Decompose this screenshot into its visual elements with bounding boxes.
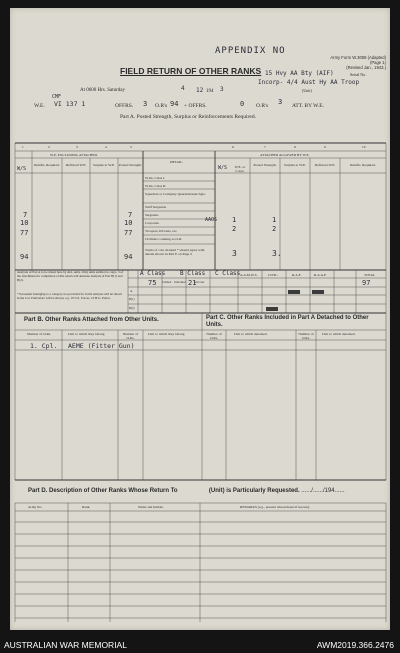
cpls-left-value: 10 xyxy=(20,219,29,227)
part-a-title: Part A. Posted Strength, Surplus or Reinforcements Required. xyxy=(120,114,256,120)
form-reference xyxy=(310,55,386,70)
form-title: FIELD RETURN OF OTHER RANKS xyxy=(120,66,262,76)
col-header-deficient-right: Deficient W.E. xyxy=(314,163,336,167)
tpr-left-value: 77 xyxy=(20,229,29,237)
margin-note: W/S xyxy=(17,166,27,172)
part-b-entry-unit: AEME (Fitter Gun) xyxy=(68,342,135,350)
caption-left: AUSTRALIAN WAR MEMORIAL xyxy=(4,640,127,650)
analysis-sub: Trained xyxy=(162,280,172,284)
plus-offrs-value: 0 xyxy=(240,100,245,108)
detail-row-label: Corporals xyxy=(145,221,159,225)
part-d-header: Rank. xyxy=(82,505,91,509)
col-number: 10 xyxy=(362,145,366,149)
col-number: 7 xyxy=(264,145,266,149)
analysis-sub: Untrained xyxy=(174,280,186,284)
part-c-header: Unit to which detached. xyxy=(234,332,268,336)
col-number: 2 xyxy=(48,145,50,149)
analysis-b-value: 21 xyxy=(188,279,197,287)
detail-row-label: Totals of cols. marked * should agree with details shown in Part E on Page 2 xyxy=(145,248,205,256)
cmf-note: CMF xyxy=(52,94,62,100)
analysis-row-label: B(1) xyxy=(129,297,135,301)
col-header-surplus: Surplus to W.E. xyxy=(93,163,115,167)
analysis-a-value: 75 xyxy=(148,279,157,287)
col-header-reinfts: Reinfts. Required. xyxy=(34,163,60,167)
col-header-surplus-right: Surplus to W.E. xyxy=(284,163,306,167)
redaction-mark xyxy=(266,307,278,311)
form-ref-line: Army Form W.3008 (Adapted) xyxy=(330,55,386,60)
plus-ors-label: O.R's xyxy=(256,103,269,109)
redaction-mark xyxy=(312,290,324,294)
we-label: W.E. xyxy=(34,103,45,109)
total-left-value: 94 xyxy=(20,253,29,261)
col-number: 9 xyxy=(324,145,326,149)
analysis-footnote: * Personnel belonging to a category not provided for in the analysis will be shown in the Col. Particulars will be shown, e.g. 10 U.S. Forces, 10 H.G. Police. xyxy=(17,292,122,300)
col-number: 5 xyxy=(130,145,132,149)
we-excluding-attached: W.E. EXCLUDING ATTACHED. xyxy=(50,153,98,157)
analysis-a-class: A Class xyxy=(140,270,166,277)
part-d-title-prefix: Part D. Description of Other Ranks Whose Return To xyxy=(28,488,178,494)
analysis-sub: and over xyxy=(194,280,205,284)
part-b-header: Unit to which they belong xyxy=(148,332,185,336)
part-b-header: Number of O.Rs. xyxy=(122,332,139,340)
tpr-posted-value: 77 xyxy=(124,229,133,237)
analysis-total-value: 97 xyxy=(362,279,371,287)
we-corps-note: W/S xyxy=(218,165,228,171)
ors-label: O.R's xyxy=(155,103,168,109)
caption-right: AWM2019.366.2476 xyxy=(316,640,394,650)
part-d-header: Army No. xyxy=(28,505,43,509)
detail-row-label: Squadron or Company Quartermaster-Sgts. xyxy=(145,192,206,196)
date-year-digit: 3 xyxy=(220,86,224,93)
detail-row-label: W.Os. Class I. xyxy=(145,176,165,180)
analysis-b-class: B Class xyxy=(180,270,206,277)
analysis-aamws: A.A.M.W.S. xyxy=(240,273,258,277)
plus-offrs-label: + OFFRS. xyxy=(184,103,207,109)
part-d-title-date: ....../....../194...... xyxy=(301,488,345,494)
part-c-header: Number of O.Rs. xyxy=(206,332,222,340)
field-return-form xyxy=(10,8,390,630)
analysis-raf: R.A.F. xyxy=(292,273,302,277)
col-header-reinfts-right: Reinfts. Required. xyxy=(350,163,376,167)
analysis-total: TOTAL xyxy=(364,273,376,277)
corps-aaos-label: AAOS xyxy=(205,217,218,223)
col-header-posted-right: Posted Strength. xyxy=(253,163,277,167)
col-header-deficient: Deficient W.E. xyxy=(65,163,87,167)
col-number: 1 xyxy=(22,145,24,149)
total-posted-value: 94 xyxy=(124,253,133,261)
part-d-title xyxy=(28,488,345,494)
analysis-c-class: C Class xyxy=(215,270,241,277)
analysis-row-label: A xyxy=(130,289,133,293)
time-line xyxy=(80,88,125,93)
part-b-entry-number: 1. Cpl. xyxy=(30,342,58,350)
serial-no-label: Serial No. xyxy=(350,72,367,77)
part-d-header: Name and Initials. xyxy=(138,505,164,509)
detail-row-label: Civilians counting as O.R. xyxy=(145,237,183,241)
corps-total-posted: 3. xyxy=(272,249,282,258)
offrs-value: 3 xyxy=(143,100,148,108)
corps-aaos-value: 1 xyxy=(232,216,237,224)
appendix-annotation: APPENDIX NO xyxy=(215,46,286,56)
detail-header: DETAIL. xyxy=(170,160,184,164)
col-header-we-corps: W.E. or Corps. xyxy=(234,165,246,173)
col-number: 6 xyxy=(232,145,234,149)
analysis-civil: CIVIL. xyxy=(268,273,279,277)
part-d-title-unit: (Unit) is Particularly Requested. xyxy=(208,488,300,494)
date-year-prefix: 194 xyxy=(206,89,214,94)
unit-line-2: Incorp- 4/4 Aust Hy AA Troop xyxy=(258,79,360,86)
part-b-header: Number of O.Rs. xyxy=(26,332,52,336)
corps-aaos-posted: 1 xyxy=(272,216,277,224)
col-number: 3 xyxy=(76,145,78,149)
detail-row-label: Troopers, Privates, etc. xyxy=(145,229,178,233)
unit-line-1: 15 Hvy AA Bty (AIF) xyxy=(265,70,334,77)
attached-allowed: ATTACHED ALLOWED BY W.E. xyxy=(260,153,310,157)
part-c-title: Part C. Other Ranks Included in Part A Detached to Other Units. xyxy=(206,315,369,328)
detail-row-label: W.Os. Class II. xyxy=(145,184,167,188)
corps-tpr-value: 2 xyxy=(232,225,237,233)
part-b-header: Unit to which they belong xyxy=(68,332,105,336)
att-by-we-label: ATT. BY W.E. xyxy=(292,103,324,109)
hrs-text: At 0600 Hrs. Saturday xyxy=(80,88,125,93)
we-value: VI 137 1 xyxy=(54,100,86,108)
date-day: 4 xyxy=(181,85,185,92)
sgts-left-value: 7 xyxy=(23,211,28,219)
sgts-posted-value: 7 xyxy=(128,211,133,219)
form-ref-line: (Revised Jan., 1943.) xyxy=(346,65,386,70)
col-number: 4 xyxy=(105,145,107,149)
part-c-header: Unit to which detached. xyxy=(322,332,356,336)
offrs-label: OFFRS. xyxy=(115,103,134,109)
corps-total-value: 3 xyxy=(232,249,237,258)
detail-row-label: Sergeants xyxy=(145,213,159,217)
unit-label: (Unit) xyxy=(302,88,312,93)
analysis-raaf: R.A.A.F. xyxy=(314,273,327,277)
analysis-row-label: B(2) xyxy=(129,306,135,310)
col-number: 8 xyxy=(294,145,296,149)
detail-row-label: Staff Sergeants xyxy=(145,205,167,209)
col-header-posted: Posted Strength. xyxy=(119,163,142,167)
part-d-header: REMARKS (e.g., present whereabouts if known). xyxy=(240,505,310,509)
cpls-posted-value: 10 xyxy=(124,219,133,227)
corps-tpr-posted: 2 xyxy=(272,225,277,233)
part-c-header: Number of O.Rs. xyxy=(298,332,314,340)
ors-value: 94 xyxy=(170,100,179,108)
form-ref-line: (Page 1) xyxy=(369,60,386,65)
plus-ors-value: 3 xyxy=(278,98,283,106)
redaction-mark xyxy=(288,290,300,294)
date-month: 12 xyxy=(196,87,204,94)
part-b-title: Part B. Other Ranks Attached from Other Units. xyxy=(24,317,159,323)
analysis-note: Analysis of Part A to be drawn here by ALL units. Only units entitled to corps. 3 of the attachment for completion of this return will annotate analysis of Part B(1) and B(2). xyxy=(17,270,124,282)
